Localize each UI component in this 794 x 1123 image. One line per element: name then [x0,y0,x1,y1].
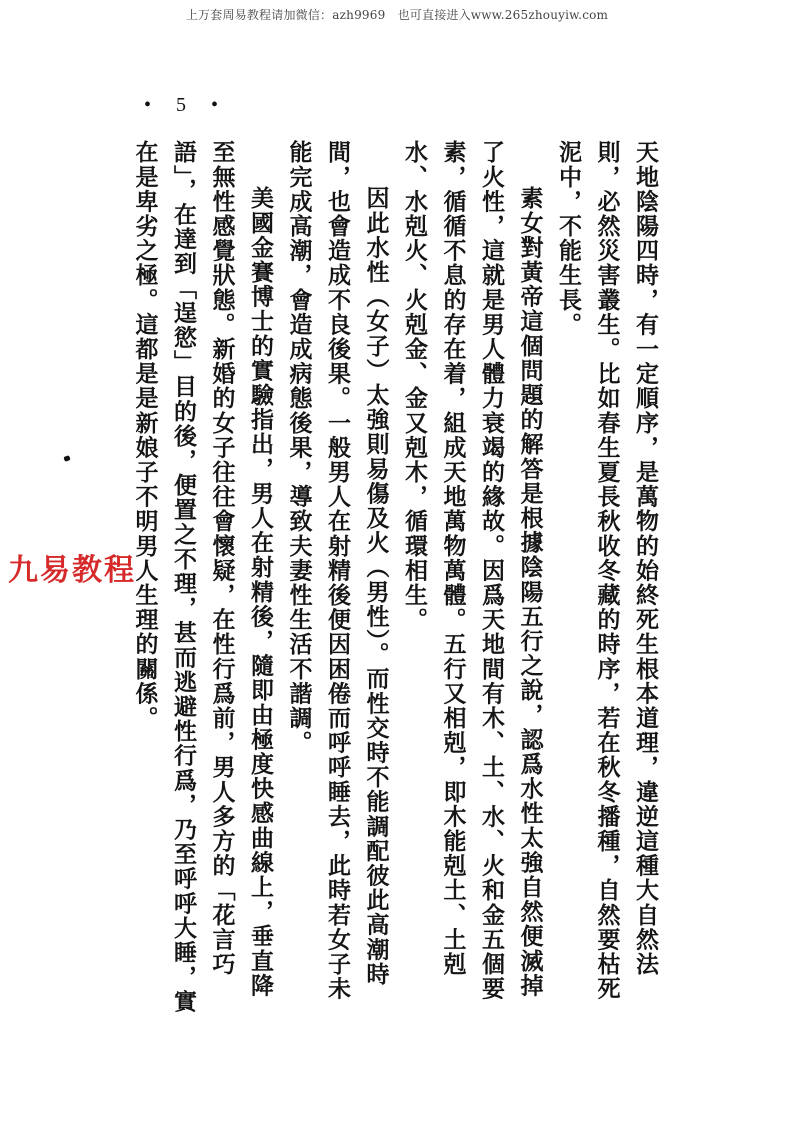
watermark-logo: 九易教程 [8,553,136,588]
paragraph: 因此水性（女子）太強則易傷及火（男性）。而性交時不能調配彼此高潮時間，也會造成不良後果。一般男人在射精後便因困倦而呼呼睡去，此時若女子未能完成高潮，會造成病態後果，導致夫妻性生活不諧調。 [285,140,389,1001]
header-banner: 上万套周易教程请加微信：azh9969 也可直接进入www.265zhouyiw.com [185,8,609,22]
page-number: • 5 • [144,94,229,116]
paragraph: 素女對黃帝這個問題的解答是根據陰陽五行之說，認爲水性太強自然便滅掉了火性，這就是男人體力衰竭的緣故。因爲天地間有木、土、水、火和金五個要素，循循不息的存在着，組成天地萬物萬體。五行又相剋，即木能剋土、土剋水、水剋火、火剋金、金又剋木，循環相生。 [401,140,543,1001]
paragraph: 美國金賽博士的實驗指出，男人在射精後，隨即由極度快感曲線上，垂直降至無性感覺狀態。新婚的女子往往會懷疑，在性行爲前，男人多方的「花言巧語」，在達到「逞慾」目的後，便置之不理，甚而逃避性行爲，乃至呼呼大睡，實在是卑劣之極。這都是是新娘子不明男人生理的關係。 [131,140,273,1015]
ink-speck [63,455,70,462]
body-text [125,140,664,1020]
paragraph: 天地陰陽四時，有一定順序，是萬物的始終死生根本道理，違逆這種大自然法則，必然災害叢生。比如春生夏長秋收冬藏的時序，若在秋冬播種，自然要枯死泥中，不能生長。 [555,140,658,1001]
